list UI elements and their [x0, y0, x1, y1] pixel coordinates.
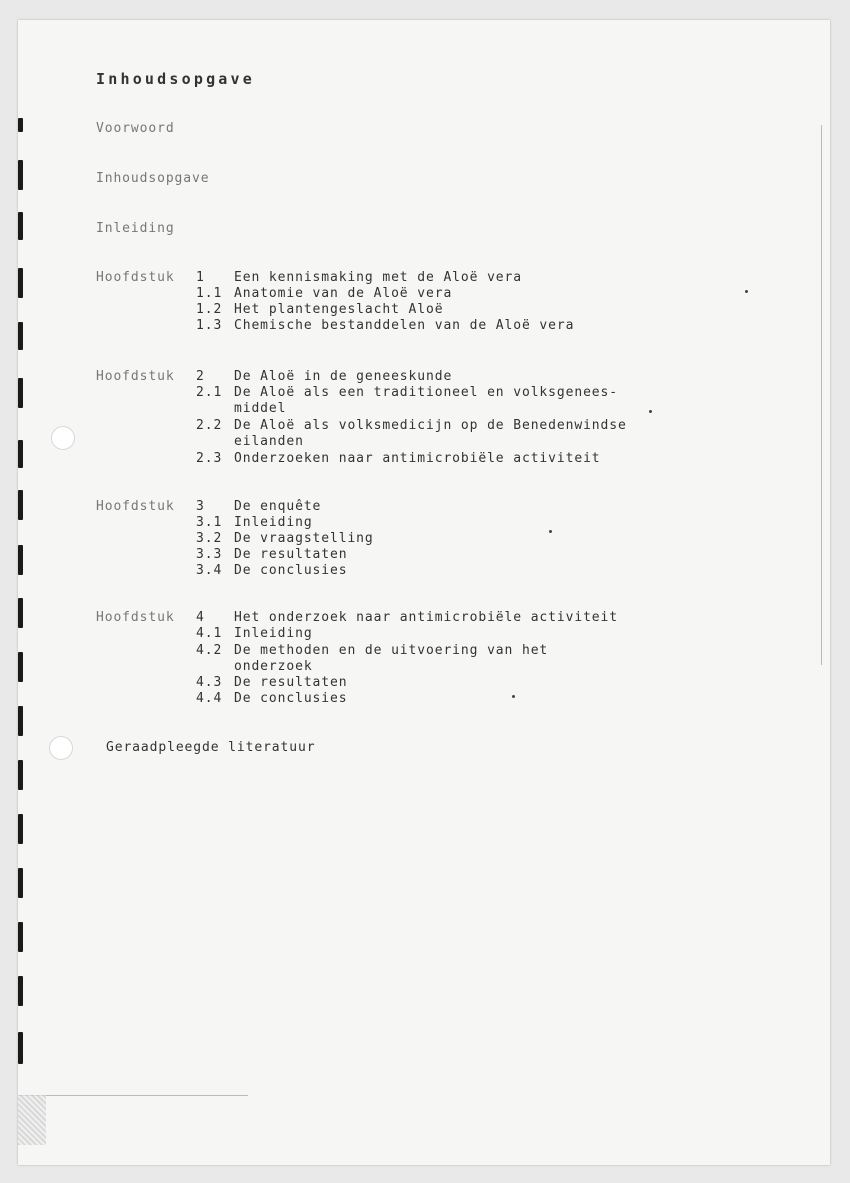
punch-hole	[49, 736, 73, 760]
speck	[512, 695, 515, 698]
section-title: Inleiding	[234, 626, 313, 641]
toc-entry-voorwoord: Voorwoord	[96, 121, 175, 136]
punch-hole	[51, 426, 75, 450]
binding-mark	[18, 760, 23, 790]
section-number: 3.2	[196, 531, 223, 546]
toc-entry-inleiding: Inleiding	[96, 221, 175, 236]
binding-mark	[18, 440, 23, 468]
page-edge-line	[18, 1095, 248, 1096]
binding-mark	[18, 706, 23, 736]
binding-mark	[18, 490, 23, 520]
chapter-number: 1	[196, 270, 205, 285]
chapter-title: Het onderzoek naar antimicrobiële activiteit	[234, 610, 618, 625]
section-number: 4.3	[196, 675, 223, 690]
section-number: 2.2	[196, 418, 223, 433]
section-title-continued: onderzoek	[234, 659, 313, 674]
binding-mark	[18, 814, 23, 844]
chapter-number: 3	[196, 499, 205, 514]
toc-entry-inhoudsopgave: Inhoudsopgave	[96, 171, 210, 186]
section-number: 3.1	[196, 515, 223, 530]
chapter-title: De enquête	[234, 499, 322, 514]
section-title: De Aloë als een traditioneel en volksgenees-	[234, 385, 618, 400]
section-title: Anatomie van de Aloë vera	[234, 286, 453, 301]
scan-smudge	[18, 1095, 46, 1145]
section-title: De Aloë als volksmedicijn op de Benedenwindse	[234, 418, 627, 433]
section-title-continued: middel	[234, 401, 287, 416]
toc-entry-literatuur: Geraadpleegde literatuur	[106, 740, 316, 755]
binding-mark	[18, 212, 23, 240]
chapter-title: Een kennismaking met de Aloë vera	[234, 270, 522, 285]
chapter-label: Hoofdstuk	[96, 610, 175, 625]
chapter-label: Hoofdstuk	[96, 270, 175, 285]
binding-mark	[18, 1032, 23, 1064]
section-number: 3.4	[196, 563, 223, 578]
section-title: Het plantengeslacht Aloë	[234, 302, 444, 317]
section-number: 1.2	[196, 302, 223, 317]
speck	[745, 290, 748, 293]
section-number: 2.3	[196, 451, 223, 466]
chapter-label: Hoofdstuk	[96, 369, 175, 384]
binding-mark	[18, 598, 23, 628]
binding-mark	[18, 268, 23, 298]
binding-mark	[18, 976, 23, 1006]
section-title: De conclusies	[234, 691, 348, 706]
speck	[549, 530, 552, 533]
section-number: 1.1	[196, 286, 223, 301]
binding-mark	[18, 868, 23, 898]
section-title: Onderzoeken naar antimicrobiële activiteit	[234, 451, 601, 466]
section-number: 4.2	[196, 643, 223, 658]
binding-mark	[18, 322, 23, 350]
binding-mark	[18, 378, 23, 408]
section-number: 1.3	[196, 318, 223, 333]
chapter-number: 4	[196, 610, 205, 625]
binding-mark	[18, 118, 23, 132]
section-number: 4.1	[196, 626, 223, 641]
binding-mark	[18, 545, 23, 575]
binding-mark	[18, 652, 23, 682]
section-title: De conclusies	[234, 563, 348, 578]
chapter-title: De Aloë in de geneeskunde	[234, 369, 453, 384]
section-title: Chemische bestanddelen van de Aloë vera	[234, 318, 575, 333]
section-title: De resultaten	[234, 675, 348, 690]
binding-mark	[18, 160, 23, 190]
section-number: 4.4	[196, 691, 223, 706]
speck	[649, 410, 652, 413]
section-title: De resultaten	[234, 547, 348, 562]
section-title: Inleiding	[234, 515, 313, 530]
section-number: 2.1	[196, 385, 223, 400]
section-title: De vraagstelling	[234, 531, 374, 546]
section-title: De methoden en de uitvoering van het	[234, 643, 549, 658]
section-number: 3.3	[196, 547, 223, 562]
chapter-label: Hoofdstuk	[96, 499, 175, 514]
document-page	[18, 20, 830, 1165]
section-title-continued: eilanden	[234, 434, 304, 449]
page-edge-line	[821, 125, 822, 665]
page-title: Inhoudsopgave	[96, 70, 255, 88]
binding-mark	[18, 922, 23, 952]
chapter-number: 2	[196, 369, 205, 384]
